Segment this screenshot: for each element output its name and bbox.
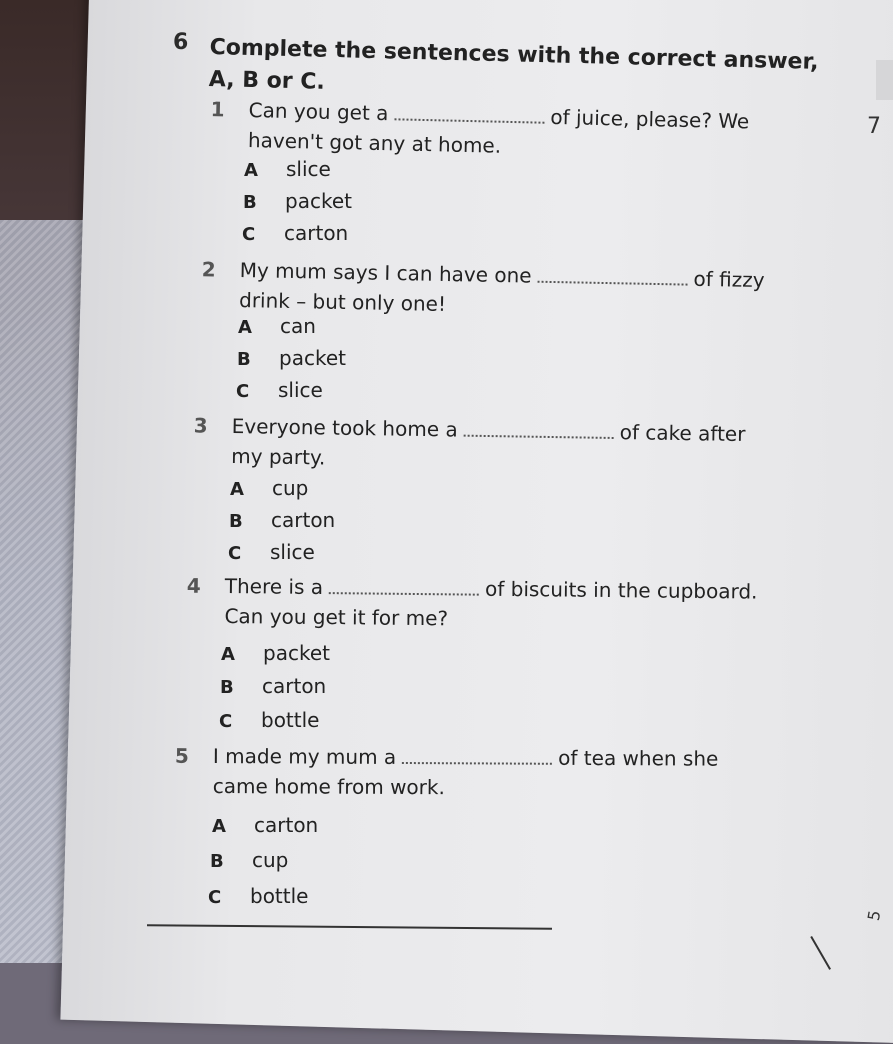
- question-number: 5: [174, 743, 189, 768]
- answer-blank[interactable]: [394, 104, 544, 123]
- option-text: carton: [284, 221, 349, 245]
- option-letter: B: [229, 511, 243, 532]
- answer-blank[interactable]: [329, 578, 479, 596]
- question-text-before: Everyone took home a: [231, 413, 458, 442]
- option-5a[interactable]: [212, 813, 318, 837]
- option-5b[interactable]: [210, 848, 288, 872]
- question-1: [210, 95, 750, 166]
- option-text: can: [280, 314, 316, 338]
- question-text-before: There is a: [224, 573, 324, 600]
- question-3: [193, 411, 746, 479]
- option-letter: C: [219, 711, 233, 732]
- option-text: carton: [271, 508, 336, 532]
- option-text: packet: [263, 641, 330, 665]
- option-letter: A: [238, 317, 252, 338]
- question-4: [186, 571, 758, 637]
- option-letter: A: [230, 479, 244, 500]
- option-letter: C: [228, 543, 242, 564]
- option-4a[interactable]: [221, 641, 330, 665]
- question-number: 3: [193, 413, 208, 438]
- question-text-line2: Can you get it for me?: [224, 603, 449, 631]
- option-2b[interactable]: [237, 346, 346, 370]
- question-text-after: of tea when she: [558, 745, 719, 771]
- answer-blank[interactable]: [464, 421, 614, 439]
- question-5: [174, 741, 719, 804]
- option-letter: C: [208, 887, 222, 908]
- question-text-line2: haven't got any at home.: [247, 127, 502, 158]
- option-letter: B: [243, 192, 257, 213]
- option-letter: A: [244, 160, 258, 181]
- option-3a[interactable]: [230, 476, 308, 500]
- option-1b[interactable]: [243, 189, 352, 213]
- question-number: 2: [201, 257, 216, 282]
- option-3b[interactable]: [229, 508, 335, 532]
- option-letter: A: [221, 644, 235, 665]
- option-text: cup: [272, 476, 309, 500]
- option-3c[interactable]: [228, 540, 315, 564]
- option-letter: C: [242, 224, 256, 245]
- option-text: packet: [279, 346, 346, 370]
- question-2: [201, 255, 765, 325]
- option-text: bottle: [261, 708, 320, 732]
- question-number: 4: [186, 573, 201, 598]
- question-number: 1: [210, 97, 225, 122]
- question-text-after: of cake after: [619, 420, 746, 447]
- option-text: slice: [270, 540, 315, 564]
- option-4b[interactable]: [220, 674, 326, 698]
- option-letter: C: [236, 381, 250, 402]
- option-text: packet: [285, 189, 352, 213]
- option-text: carton: [254, 813, 319, 837]
- option-1c[interactable]: [242, 221, 348, 245]
- option-1a[interactable]: [244, 157, 331, 181]
- option-2c[interactable]: [236, 378, 323, 402]
- option-text: bottle: [250, 884, 309, 908]
- option-text: slice: [278, 378, 323, 402]
- option-5c[interactable]: [208, 884, 308, 908]
- option-text: carton: [262, 674, 327, 698]
- margin-mark-bottom: 5: [863, 908, 885, 923]
- question-text-after: of fizzy: [693, 266, 765, 293]
- question-text-after: of biscuits in the cupboard.: [484, 576, 758, 604]
- option-letter: B: [237, 349, 251, 370]
- question-text-before: I made my mum a: [212, 743, 397, 769]
- option-2a[interactable]: [238, 314, 316, 338]
- option-letter: B: [220, 677, 234, 698]
- question-text-before: My mum says I can have one: [239, 257, 532, 288]
- answer-blank[interactable]: [402, 748, 552, 765]
- option-text: slice: [286, 157, 331, 181]
- exercise-number: 6: [173, 30, 189, 55]
- question-text-line2: drink – but only one!: [238, 287, 447, 316]
- section-divider: [147, 924, 552, 930]
- question-text-line2: my party.: [231, 443, 326, 470]
- question-text-line2: came home from work.: [212, 773, 445, 800]
- question-text-after: of juice, please? We: [550, 104, 750, 134]
- question-text-before: Can you get a: [248, 97, 389, 126]
- answer-blank[interactable]: [537, 267, 687, 286]
- option-4c[interactable]: [219, 708, 319, 732]
- option-text: cup: [252, 848, 289, 872]
- option-letter: A: [212, 816, 226, 837]
- option-letter: B: [210, 851, 224, 872]
- margin-mark-top: 7: [867, 114, 881, 139]
- exercise-title: Complete the sentences with the correct answer, A, B or C.: [208, 34, 819, 95]
